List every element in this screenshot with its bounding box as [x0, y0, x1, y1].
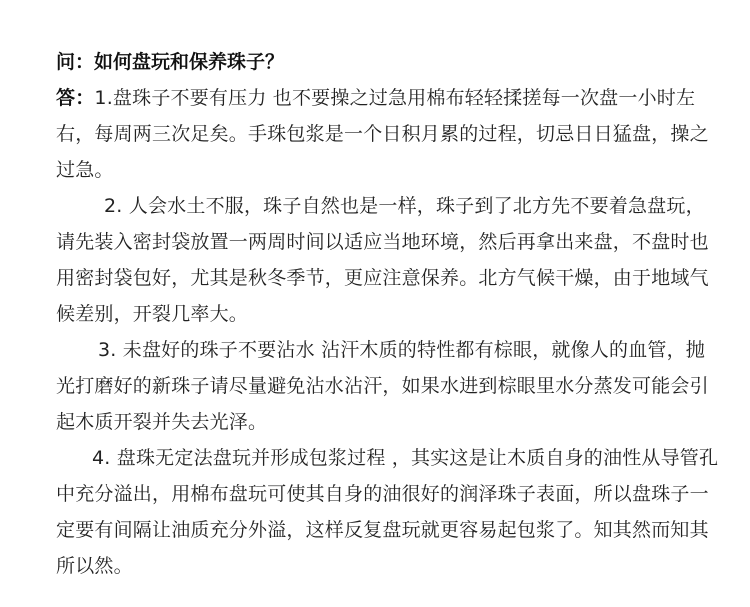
answer-paragraph-4: 4. 盘珠无定法盘玩并形成包浆过程 ，其实这是让木质自身的油性从导管孔中充分溢出，用棉布盘玩可使其自身的油很好的润泽珠子表面，所以盘珠子一定要有间隔让油质充分外溢，这样反复盘玩就更容易起包浆了。知其然而知其所以然。 — [56, 447, 719, 577]
question-heading: 问：如何盘玩和保养珠子？ — [56, 51, 285, 73]
answer-paragraph-2: 2. 人会水土不服，珠子自然也是一样，珠子到了北方先不要着急盘玩，请先装入密封袋放置一两周时间以适应当地环境，然后再拿出来盘，不盘时也用密封袋包好，尤其是秋冬季节，更应注意保养。北方气候干燥，由于地域气候差别，开裂几率大。 — [56, 195, 709, 325]
answer-label: 答： — [56, 87, 95, 109]
answer-paragraph-1 — [56, 80, 720, 188]
answer-text-1: 1.盘珠子不要有压力 也不要操之过急用棉布轻轻揉搓每一次盘一小时左右，每周两三次足矣。手珠包浆是一个日积月累的过程，切忌日日猛盘，操之过急。 — [56, 87, 709, 181]
answer-paragraph-3: 3. 未盘好的珠子不要沾水 沾汗木质的特性都有棕眼，就像人的血管，抛光打磨好的新珠子请尽量避免沾水沾汗，如果水进到棕眼里水分蒸发可能会引起木质开裂并失去光泽。 — [56, 339, 709, 433]
